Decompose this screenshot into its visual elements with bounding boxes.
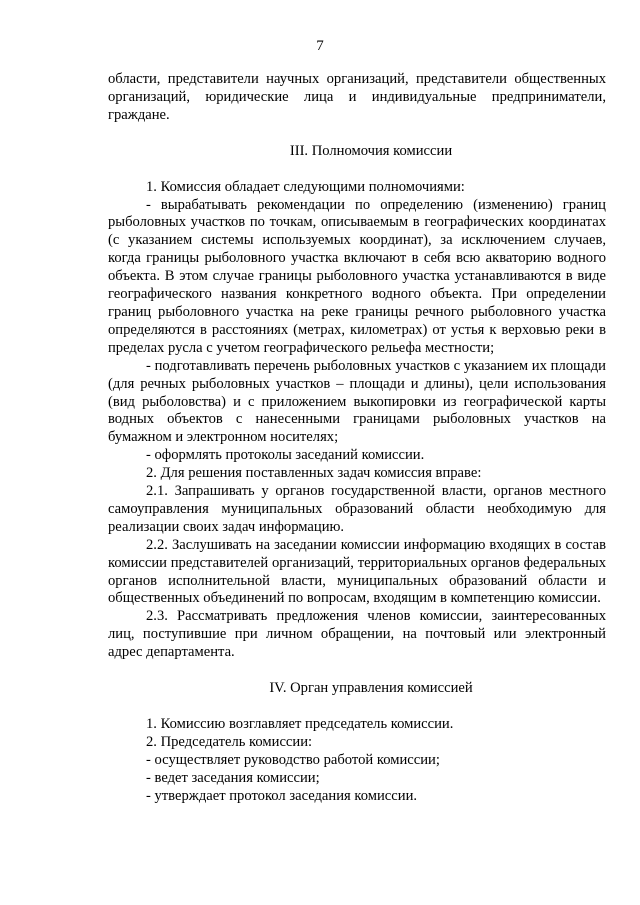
spacer — [108, 662, 606, 680]
spacer — [108, 698, 606, 716]
section-3-bullet-1: - вырабатывать рекомендации по определению (изменению) границ рыболовных участков по точкам, описываемым в географических координатах (с указанием системы используемых координат), за исключением случаев, когда границы рыболовного участка включают в себя всю акваторию водного объекта. В этом случае границы рыболовного участка устанавливаются в виде географического названия конкретного водного объекта. При определении границ рыболовного участка на реке границы речного рыболовного участка определяются в расстояниях (метрах, километрах) от устья к верховью реки в пределах русла с учетом географического рельефа местности; — [108, 196, 606, 356]
section-3-bullet-3: - оформлять протоколы заседаний комиссии. — [146, 447, 425, 464]
section-3-item-2-3: 2.3. Рассматривать предложения членов комиссии, заинтересованных лиц, поступившие при личном обращении, на почтовый или электронный адрес департамента. — [108, 608, 606, 661]
section-3-item-2-2: 2.2. Заслушивать на заседании комиссии информацию входящих в состав комиссии представителей организаций, территориальных органов федеральных органов исполнительной власти, муниципальных образований области и общественных объединений по вопросам, входящим в компетенцию комиссии. — [108, 536, 606, 607]
spacer — [108, 125, 606, 143]
section-4-bullet-3: - утверждает протокол заседания комиссии. — [146, 787, 418, 804]
spacer — [108, 161, 606, 179]
section-4-bullet-1: - осуществляет руководство работой комиссии; — [146, 751, 440, 768]
section-3-item-1: 1. Комиссия обладает следующими полномочиями: — [146, 178, 465, 195]
intro-paragraph: области, представители научных организаций, представители общественных организаций, юридические лица и индивидуальные предприниматели, граждане. — [108, 71, 606, 123]
document-body — [108, 71, 606, 806]
section-3-item-2-1: 2.1. Запрашивать у органов государственной власти, органов местного самоуправления муниципальных образований области необходимую для реализации своих задач информацию. — [108, 483, 606, 535]
section-4-item-1: 1. Комиссию возглавляет председатель комиссии. — [146, 716, 454, 732]
section-4-item-2: 2. Председатель комиссии: — [146, 733, 313, 750]
section-4-heading: IV. Орган управления комиссией — [269, 680, 473, 697]
section-3-bullet-2: - подготавливать перечень рыболовных участков с указанием их площади (для речных рыболовных участков – площади и длины), цели использования (вид рыболовства) и с приложением выкопировки из географической карты водных объектов с нанесенными границами рыболовных участков на бумажном и электронном носителях; — [108, 357, 606, 446]
section-3-heading: III. Полномочия комиссии — [289, 142, 453, 159]
page-number: 7 — [316, 38, 324, 54]
section-4-bullet-2: - ведет заседания комиссии; — [146, 769, 320, 786]
section-3-item-2: 2. Для решения поставленных задач комиссия вправе: — [146, 465, 482, 482]
